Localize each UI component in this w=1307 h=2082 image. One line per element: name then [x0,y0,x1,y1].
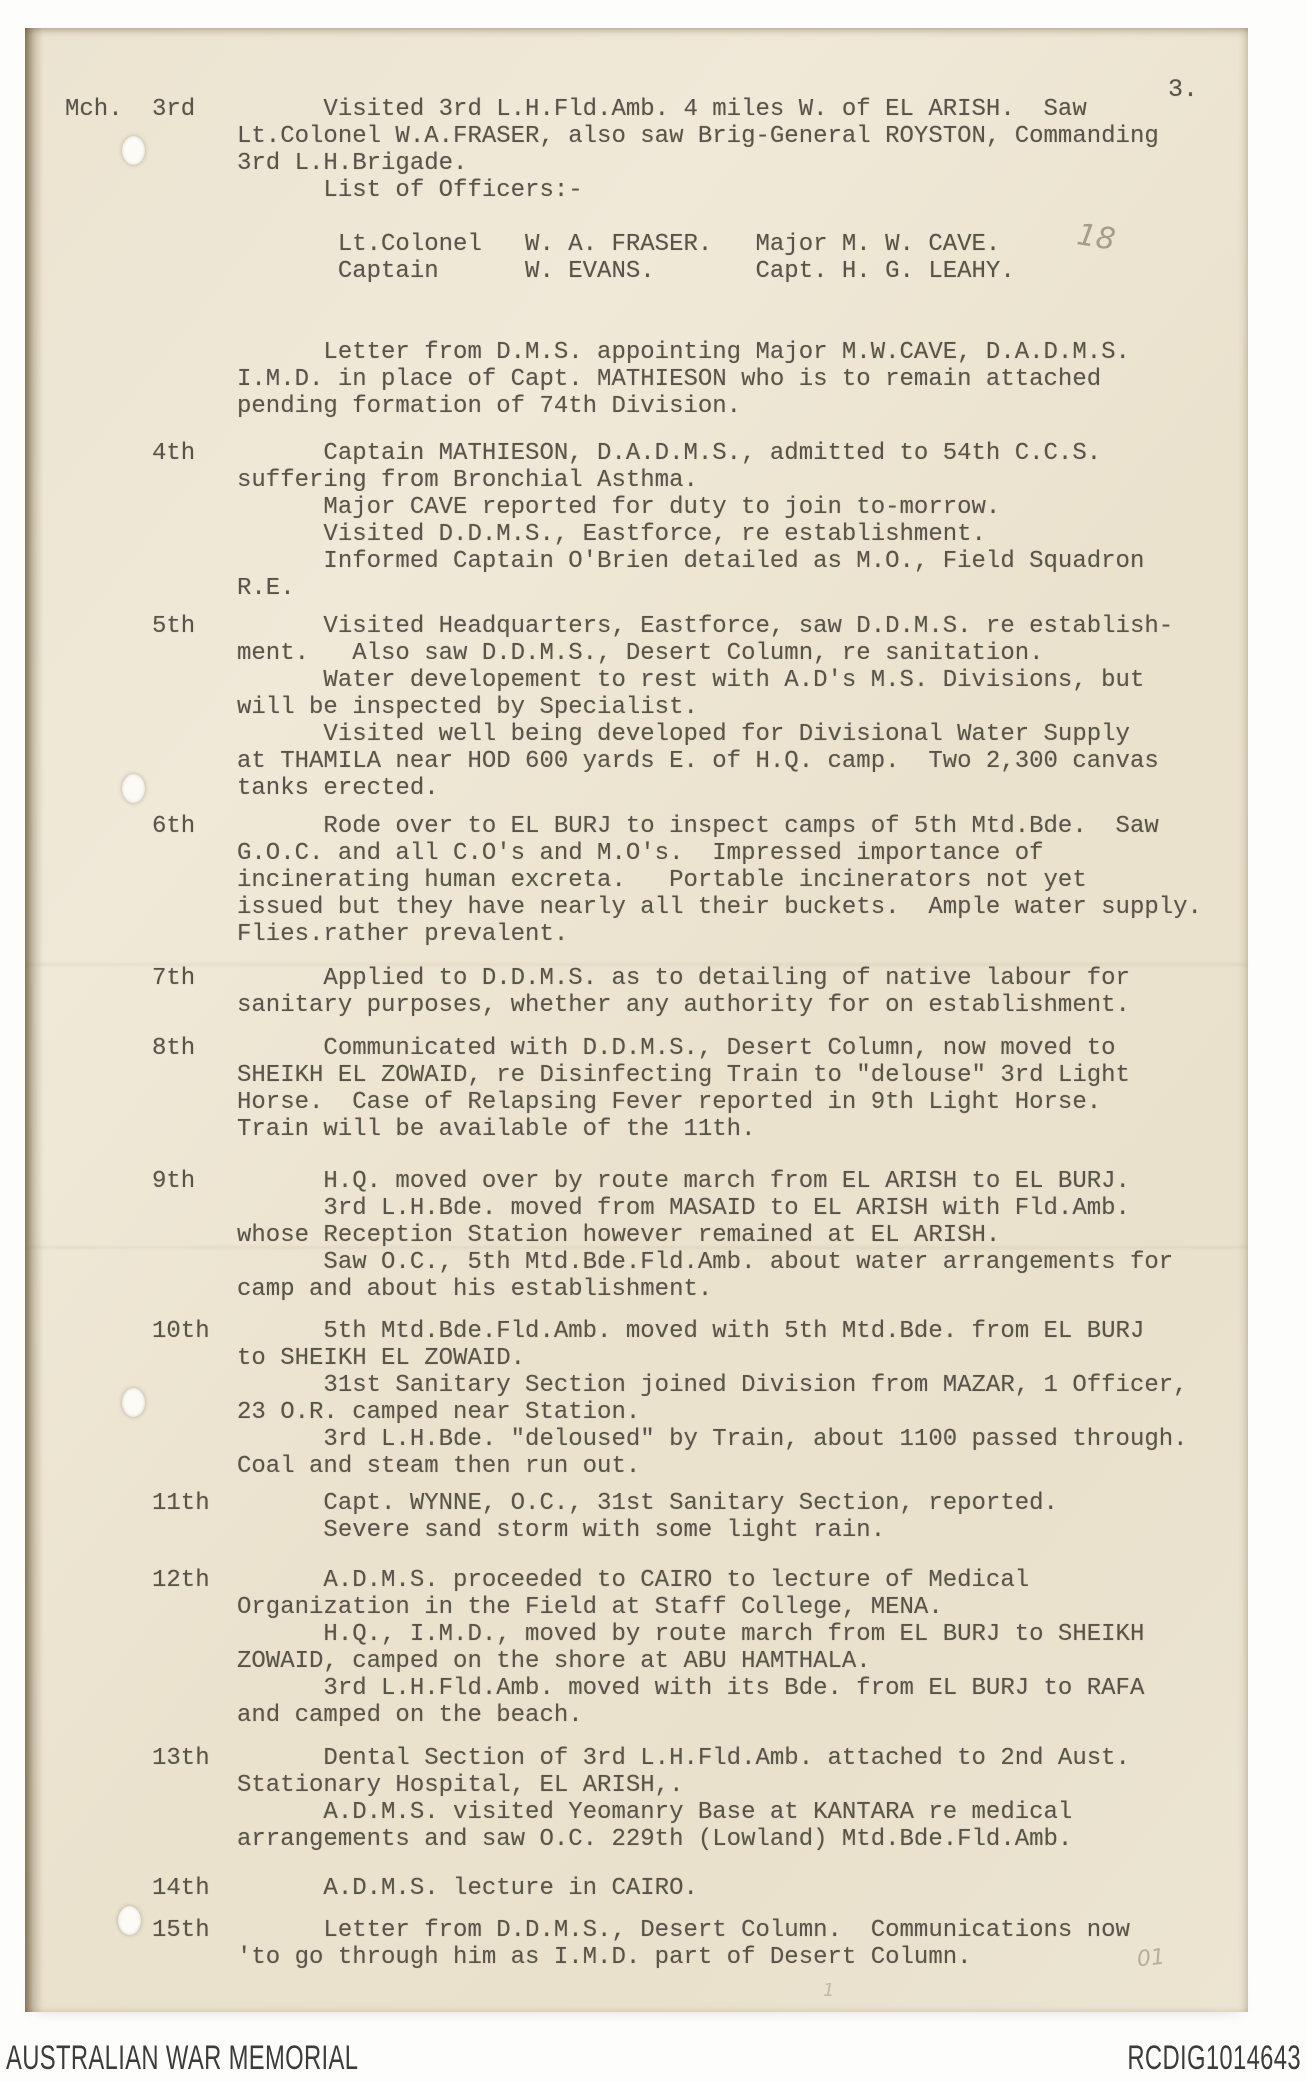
entry-line: 3rd L.H.Bde. moved from MASAID to EL ARISH with Fld.Amb. [237,1195,1130,1222]
entry-line: Visited Headquarters, Eastforce, saw D.D.M.S. re establish- [237,613,1174,640]
entry-line: Horse. Case of Relapsing Fever reported in 9th Light Horse. [237,1089,1102,1116]
entry-date-label: 14th [152,1875,210,1902]
entry-line: Visited well being developed for Divisional Water Supply [237,721,1130,748]
entry-text [237,1567,1222,1729]
entry-line: incinerating human excreta. Portable incinerators not yet [237,867,1087,894]
entry-line: issued but they have nearly all their buckets. Ample water supply. [237,894,1202,921]
entry-text [237,1168,1222,1303]
entry-line: Captain MATHIESON, D.A.D.M.S., admitted to 54th C.C.S. [237,440,1102,467]
entry-line: A.D.M.S. lecture in CAIRO. [237,1875,698,1902]
entry-date-label: 3rd [152,96,196,123]
entry-date-label: 8th [152,1035,196,1062]
entry-line: 3rd L.H.Brigade. [237,150,468,177]
entry-line: whose Reception Station however remained at EL ARISH. [237,1222,1001,1249]
entry-line: Lt.Colonel W. A. FRASER. Major M. W. CAVE. [237,231,1001,258]
entry-line: H.Q. moved over by route march from EL ARISH to EL BURJ. [237,1168,1130,1195]
entry-line: pending formation of 74th Division. [237,393,742,420]
entry-text [237,813,1222,948]
entry-text [237,965,1222,1019]
entry-line: List of Officers:- [237,177,583,204]
entry-text [237,1875,1222,1902]
entry-date-label: 10th [152,1318,210,1345]
entry-date-label: 5th [152,613,196,640]
entry-text [237,96,1222,420]
entry-line: Lt.Colonel W.A.FRASER, also saw Brig-General ROYSTON, Commanding [237,123,1159,150]
diary-entry-12th [65,1567,1222,1729]
entry-line: to SHEIKH EL ZOWAID. [237,1345,526,1372]
entry-line: Organization in the Field at Staff College, MENA. [237,1594,943,1621]
entry-line: Capt. WYNNE, O.C., 31st Sanitary Section, reported. [237,1490,1058,1517]
entry-date-label: 15th [152,1917,210,1944]
entry-line: I.M.D. in place of Capt. MATHIESON who is to remain attached [237,366,1102,393]
entry-line: 23 O.R. camped near Station. [237,1399,641,1426]
entry-line: Applied to D.D.M.S. as to detailing of native labour for [237,965,1130,992]
entry-text [237,1490,1222,1544]
diary-entry-14th [65,1875,1222,1902]
entry-line: ment. Also saw D.D.M.S., Desert Column, re sanitation. [237,640,1044,667]
entry-line: at THAMILA near HOD 600 yards E. of H.Q. camp. Two 2,300 canvas [237,748,1159,775]
punch-hole [122,774,145,803]
entry-line: Visited D.D.M.S., Eastforce, re establishment. [237,521,986,548]
entry-date-label: 11th [152,1490,210,1517]
entry-line: A.D.M.S. visited Yeomanry Base at KANTARA re medical [237,1799,1073,1826]
diary-entry-15th [65,1917,1222,1971]
entry-date-label: 6th [152,813,196,840]
entry-line: Water developement to rest with A.D's M.S. Divisions, but [237,667,1145,694]
punch-hole [122,136,145,165]
punch-hole [118,1906,141,1935]
diary-entry-4th [65,440,1222,602]
entry-line: 'to go through him as I.M.D. part of Desert Column. [237,1944,972,1971]
entry-line: 3rd L.H.Bde. "deloused" by Train, about 1100 passed through. [237,1426,1188,1453]
entry-line: sanitary purposes, whether any authority for on establishment. [237,992,1130,1019]
entry-date-label: 12th [152,1567,210,1594]
entry-line: 5th Mtd.Bde.Fld.Amb. moved with 5th Mtd.Bde. from EL BURJ [237,1318,1145,1345]
entry-line: arrangements and saw O.C. 229th (Lowland) Mtd.Bde.Fld.Amb. [237,1826,1073,1853]
footer-id: RCDIG1014643 [1127,2039,1301,2077]
entry-line: Train will be available of the 11th. [237,1116,756,1143]
entry-line: Letter from D.M.S. appointing Major M.W.CAVE, D.A.D.M.S. [237,339,1130,366]
diary-entry-9th [65,1168,1222,1303]
entry-line: suffering from Bronchial Asthma. [237,467,698,494]
entry-line: Captain W. EVANS. Capt. H. G. LEAHY. [237,258,1015,285]
entry-line [237,312,1222,339]
entry-date-label: 7th [152,965,196,992]
entry-text [237,1318,1222,1480]
page-number: 3. [1168,75,1199,104]
entry-line: and camped on the beach. [237,1702,583,1729]
catalog-footer [6,2040,1301,2080]
entry-line: Stationary Hospital, EL ARISH,. [237,1772,684,1799]
entry-line: ZOWAID, camped on the shore at ABU HAMTHALA. [237,1648,871,1675]
handwritten-pencil-note: 18 [1074,217,1118,258]
entry-line: tanks erected. [237,775,439,802]
diary-entry-8th [65,1035,1222,1143]
entry-text [237,613,1222,802]
entry-text [237,440,1222,602]
entry-line: Major CAVE reported for duty to join to-morrow. [237,494,1001,521]
footer-institution: AUSTRALIAN WAR MEMORIAL [6,2039,359,2077]
entry-line: A.D.M.S. proceeded to CAIRO to lecture of Medical [237,1567,1030,1594]
entry-line: Communicated with D.D.M.S., Desert Column, now moved to [237,1035,1116,1062]
diary-entry-6th [65,813,1222,948]
entry-line: Rode over to EL BURJ to inspect camps of 5th Mtd.Bde. Saw [237,813,1159,840]
entry-line: camp and about his establishment. [237,1276,713,1303]
entry-line: Coal and steam then run out. [237,1453,641,1480]
entry-date-label: 4th [152,440,196,467]
document-page [25,28,1248,2012]
diary-entry-7th [65,965,1222,1019]
entry-line: Letter from D.D.M.S., Desert Column. Communications now [237,1917,1130,1944]
punch-hole [122,1388,145,1417]
entry-line: SHEIKH EL ZOWAID, re Disinfecting Train to "delouse" 3rd Light [237,1062,1130,1089]
entry-line: H.Q., I.M.D., moved by route march from EL BURJ to SHEIKH [237,1621,1145,1648]
entry-text [237,1745,1222,1853]
diary-entry-3rd [65,96,1222,420]
entry-line: 3rd L.H.Fld.Amb. moved with its Bde. from EL BURJ to RAFA [237,1675,1145,1702]
entry-month-label: Mch. [65,96,123,123]
entry-line: will be inspected by Specialist. [237,694,698,721]
diary-entry-5th [65,613,1222,802]
entry-line: 31st Sanitary Section joined Division from MAZAR, 1 Officer, [237,1372,1188,1399]
diary-entry-10th [65,1318,1222,1480]
entry-line: G.O.C. and all C.O's and M.O's. Impressed importance of [237,840,1044,867]
entry-text [237,1917,1222,1971]
entry-line: Saw O.C., 5th Mtd.Bde.Fld.Amb. about water arrangements for [237,1249,1174,1276]
entry-line: R.E. [237,575,295,602]
handwritten-pencil-note: 1 [823,1980,835,2001]
entry-line: Informed Captain O'Brien detailed as M.O., Field Squadron [237,548,1145,575]
entry-date-label: 9th [152,1168,196,1195]
entry-date-label: 13th [152,1745,210,1772]
entry-line [237,204,1222,231]
entry-line: Flies.rather prevalent. [237,921,569,948]
entry-text [237,1035,1222,1143]
handwritten-pencil-note: 01 [1135,1944,1167,1973]
entry-line: Dental Section of 3rd L.H.Fld.Amb. attached to 2nd Aust. [237,1745,1130,1772]
diary-entry-13th [65,1745,1222,1853]
entry-line: Visited 3rd L.H.Fld.Amb. 4 miles W. of EL ARISH. Saw [237,96,1087,123]
entry-line [237,285,1222,312]
diary-entry-11th [65,1490,1222,1544]
entry-line: Severe sand storm with some light rain. [237,1517,886,1544]
